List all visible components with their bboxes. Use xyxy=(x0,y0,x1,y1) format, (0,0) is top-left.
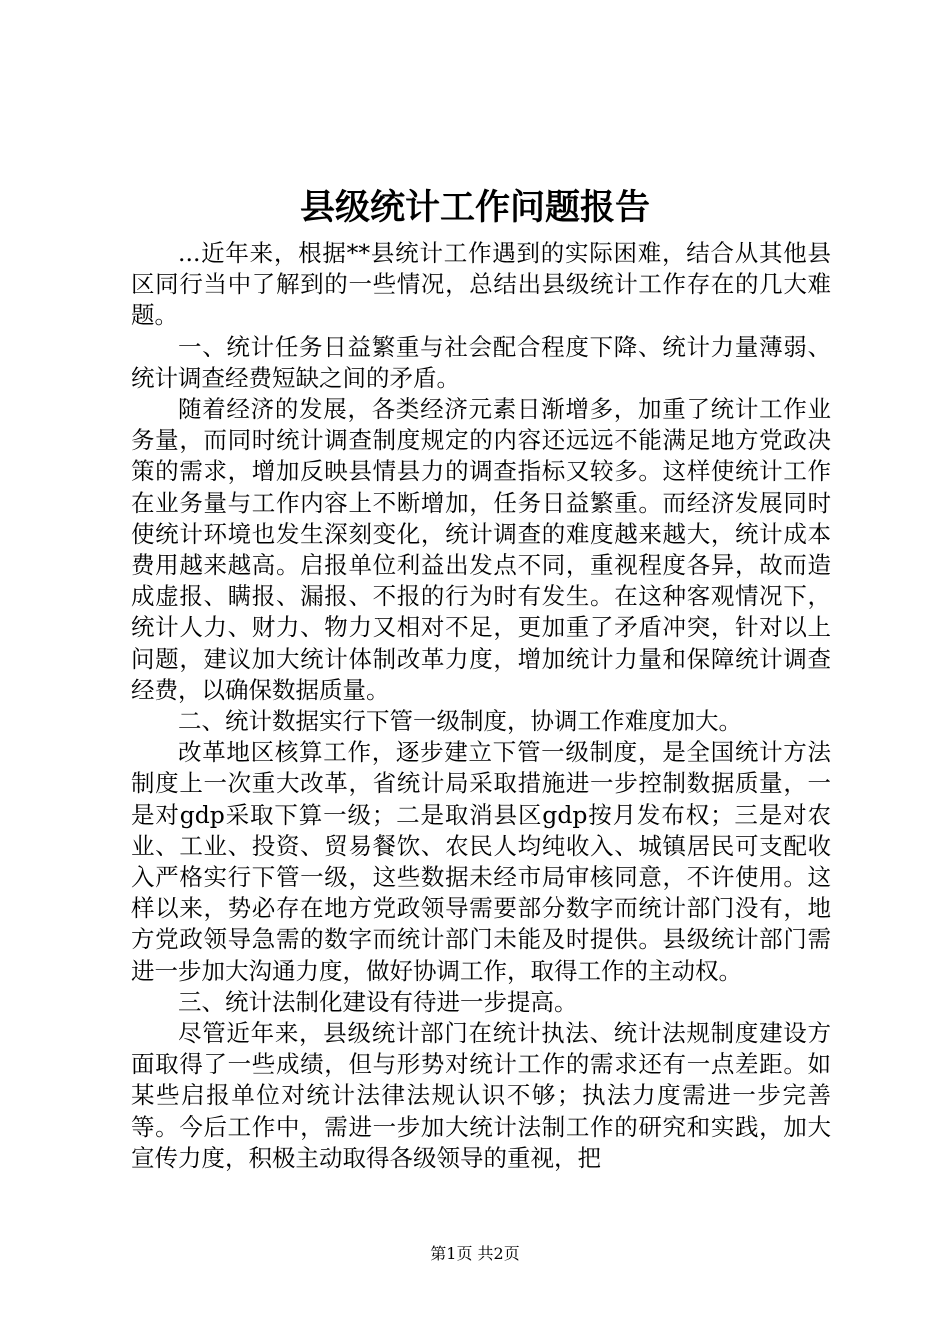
heading-section-3: 三、统计法制化建设有待进一步提高。 xyxy=(178,987,578,1016)
paragraph-intro: ...近年来，根据**县统计工作遇到的实际困难，结合从其他县区同行当中了解到的一些情况，总结出县级统计工作存在的几大难题。 xyxy=(131,239,831,330)
paragraph-section-1: 随着经济的发展，各类经济元素日渐增多，加重了统计工作业务量，而同时统计调查制度规定的内容还远远不能满足地方党政决策的需求，增加反映县情县力的调查指标又较多。这样使统计工作在业务量与工作内容上不断增加，任务日益繁重。而经济发展同时使统计环境也发生深刻变化，统计调查的难度越来越大，统计成本费用越来越高。启报单位利益出发点不同，重视程度各异，故而造成虚报、瞒报、漏报、不报的行为时有发生。在这种客观情况下，统计人力、财力、物力又相对不足，更加重了矛盾冲突，针对以上问题，建议加大统计体制改革力度，增加统计力量和保障统计调查经费，以确保数据质量。 xyxy=(131,395,831,704)
document-body xyxy=(131,238,831,1174)
document-title: 县级统计工作问题报告 xyxy=(299,187,650,228)
heading-section-1: 一、统计任务日益繁重与社会配合程度下降、统计力量薄弱、统计调查经费短缺之间的矛盾。 xyxy=(131,332,831,392)
paragraph-section-2: 改革地区核算工作，逐步建立下管一级制度，是全国统计方法制度上一次重大改革，省统计局采取措施进一步控制数据质量，一是对gdp采取下算一级；二是取消县区gdp按月发布权；三是对农业、工业、投资、贸易餐饮、农民人均纯收入、城镇居民可支配收入严格实行下管一级，这些数据未经市局审核同意，不许使用。这样以来，势必存在地方党政领导需要部分数字而统计部门没有，地方党政领导急需的数字而统计部门未能及时提供。县级统计部门需进一步加大沟通力度，做好协调工作，取得工作的主动权。 xyxy=(131,738,831,985)
page-number-footer: 第1页 共2页 xyxy=(430,1244,520,1263)
heading-section-2: 二、统计数据实行下管一级制度，协调工作难度加大。 xyxy=(178,707,742,736)
paragraph-section-3: 尽管近年来，县级统计部门在统计执法、统计法规制度建设方面取得了一些成绩，但与形势对统计工作的需求还有一点差距。如某些启报单位对统计法律法规认识不够；执法力度需进一步完善等。今后工作中，需进一步加大统计法制工作的研究和实践，加大宣传力度，积极主动取得各级领导的重视，把 xyxy=(131,1019,831,1172)
